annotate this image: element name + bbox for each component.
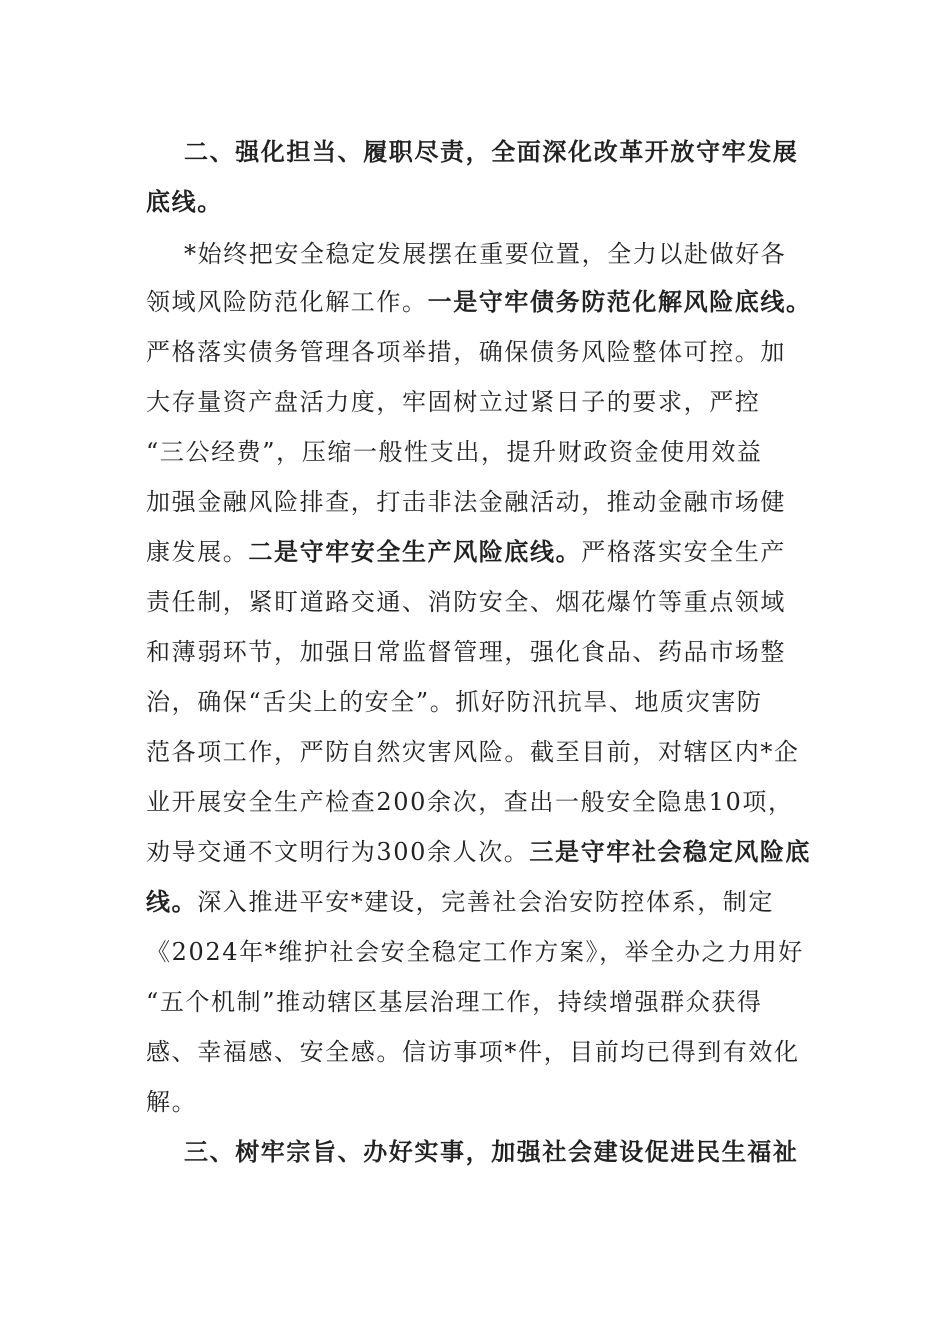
body-line-13 (146, 827, 816, 877)
key-point-3: 三是守牢社会稳定风险底 (529, 837, 812, 866)
body-line-4: 大存量资产盘活力度，牢固树立过紧日子的要求，严控 (146, 388, 761, 416)
body-line-15: 《2024年*维护社会安全稳定工作方案》，举全办之力用好 (146, 938, 804, 966)
section-2-heading-line-2: 底线。 (146, 187, 223, 216)
body-text: 劝导交通不文明行为300余人次。 (146, 838, 530, 866)
body-line-9: 和薄弱环节，加强日常监督管理，强化食品、药品市场整 (146, 638, 786, 666)
body-line-1: *始终把安全稳定发展摆在重要位置，全力以赴做好各 (184, 240, 787, 268)
body-line-8: 责任制，紧盯道路交通、消防安全、烟花爆竹等重点领域 (146, 588, 786, 616)
key-point-1: 一是守牢债务防范化解风险底线。 (427, 287, 812, 316)
section-2-heading-line-1: 二、强化担当、履职尽责，全面深化改革开放守牢发展 (184, 137, 799, 166)
body-line-10: 治，确保“舌尖上的安全”。抓好防汛抗旱、地质灾害防 (146, 688, 763, 716)
body-line-14 (146, 877, 816, 927)
section-3-heading: 三、树牢宗旨、办好实事，加强社会建设促进民生福祉 (184, 1137, 799, 1166)
body-text: 严格落实安全生产 (581, 538, 787, 566)
body-line-3: 严格落实债务管理各项举措，确保债务风险整体可控。加 (146, 338, 786, 366)
body-line-6: 加强金融风险排查，打击非法金融活动，推动金融市场健 (146, 488, 786, 516)
key-point-3-end: 线。 (146, 887, 198, 916)
body-line-16: “五个机制”推动辖区基层治理工作，持续增强群众获得 (146, 988, 763, 1016)
body-line-12: 业开展安全生产检查200余次，查出一般安全隐患10项， (146, 788, 794, 816)
body-line-17: 感、幸福感、安全感。信访事项*件，目前均已得到有效化 (146, 1038, 800, 1066)
body-text: 深入推进平安*建设，完善社会治安防控体系，制定 (197, 888, 775, 916)
body-line-11: 范各项工作，严防自然灾害风险。截至目前，对辖区内*企 (146, 738, 800, 766)
body-line-7 (146, 527, 816, 577)
body-line-18: 解。 (146, 1088, 198, 1116)
body-line-5: “三公经费”，压缩一般性支出，提升财政资金使用效益 (146, 438, 763, 466)
body-text: 领域风险防范化解工作。 (146, 288, 428, 316)
body-text: 康发展。 (146, 538, 249, 566)
key-point-2: 二是守牢安全生产风险底线。 (248, 537, 582, 566)
body-line-2 (146, 277, 816, 327)
